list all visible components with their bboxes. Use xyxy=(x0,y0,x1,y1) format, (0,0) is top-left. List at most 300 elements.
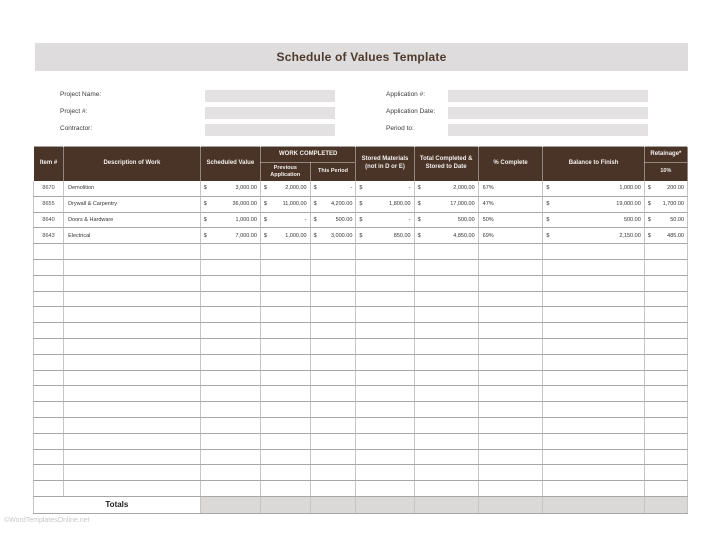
empty-cell[interactable] xyxy=(200,449,260,465)
cell-total-completed[interactable] xyxy=(414,228,478,244)
empty-cell[interactable] xyxy=(64,402,201,418)
currency-symbol: $ xyxy=(546,216,550,223)
empty-cell[interactable] xyxy=(34,259,64,275)
empty-cell[interactable] xyxy=(414,323,478,339)
currency-symbol: $ xyxy=(263,232,267,239)
header-percent-complete: % Complete xyxy=(478,147,543,181)
application-number-input[interactable] xyxy=(448,90,648,102)
empty-cell[interactable] xyxy=(414,433,478,449)
empty-cell[interactable] xyxy=(260,417,310,433)
empty-table-row xyxy=(34,259,688,275)
empty-cell[interactable] xyxy=(644,481,687,497)
currency-symbol: $ xyxy=(647,216,651,223)
empty-cell[interactable] xyxy=(356,275,414,291)
empty-cell[interactable] xyxy=(543,354,644,370)
empty-cell[interactable] xyxy=(644,370,687,386)
currency-symbol: $ xyxy=(313,185,317,192)
cell-item-number[interactable]: 8640 xyxy=(34,212,64,228)
empty-cell[interactable] xyxy=(64,323,201,339)
application-date-label: Application Date: xyxy=(386,108,436,115)
empty-cell[interactable] xyxy=(260,402,310,418)
empty-cell[interactable] xyxy=(414,307,478,323)
empty-cell[interactable] xyxy=(260,259,310,275)
empty-cell[interactable] xyxy=(34,449,64,465)
empty-cell[interactable] xyxy=(644,402,687,418)
empty-cell[interactable] xyxy=(200,307,260,323)
empty-cell[interactable] xyxy=(356,417,414,433)
empty-cell[interactable] xyxy=(543,402,644,418)
empty-cell[interactable] xyxy=(34,354,64,370)
cell-balance-to-finish[interactable] xyxy=(543,212,644,228)
empty-cell[interactable] xyxy=(310,433,356,449)
empty-cell[interactable] xyxy=(414,338,478,354)
empty-cell[interactable] xyxy=(414,370,478,386)
cell-description[interactable]: Doors & Hardware xyxy=(64,212,201,228)
amount: 500.00 xyxy=(623,216,641,223)
empty-cell[interactable] xyxy=(478,323,543,339)
currency-symbol: $ xyxy=(263,201,267,208)
amount: 1,000.00 xyxy=(235,216,257,223)
totals-stored-cell[interactable] xyxy=(356,496,414,513)
empty-cell[interactable] xyxy=(34,386,64,402)
empty-cell[interactable] xyxy=(260,307,310,323)
totals-label: Totals xyxy=(34,496,201,513)
empty-cell[interactable] xyxy=(356,370,414,386)
amount: 17,000.00 xyxy=(450,201,475,208)
empty-cell[interactable] xyxy=(414,465,478,481)
empty-cell[interactable] xyxy=(260,275,310,291)
empty-cell[interactable] xyxy=(310,307,356,323)
project-number-label: Project #: xyxy=(60,108,88,115)
empty-table-row xyxy=(34,386,688,402)
cell-this-period[interactable] xyxy=(310,228,356,244)
currency-symbol: $ xyxy=(417,185,421,192)
project-name-input[interactable] xyxy=(205,90,335,102)
empty-table-row xyxy=(34,465,688,481)
page-title: Schedule of Values Template xyxy=(35,43,688,71)
empty-cell[interactable] xyxy=(310,465,356,481)
empty-cell[interactable] xyxy=(34,244,64,260)
cell-total-completed[interactable] xyxy=(414,181,478,197)
header-previous-application: Previous Application xyxy=(260,163,310,181)
header-item-number: Item # xyxy=(34,147,64,181)
cell-description[interactable]: Electrical xyxy=(64,228,201,244)
empty-cell[interactable] xyxy=(644,275,687,291)
empty-cell[interactable] xyxy=(64,338,201,354)
application-date-input[interactable] xyxy=(448,107,648,119)
cell-balance-to-finish[interactable] xyxy=(543,196,644,212)
amount: 4,850.00 xyxy=(453,232,475,239)
amount: 50.00 xyxy=(670,216,684,223)
empty-cell[interactable] xyxy=(414,449,478,465)
empty-cell[interactable] xyxy=(260,386,310,402)
empty-cell[interactable] xyxy=(310,417,356,433)
empty-cell[interactable] xyxy=(543,386,644,402)
empty-cell[interactable] xyxy=(64,307,201,323)
currency-symbol: $ xyxy=(359,232,363,239)
empty-cell[interactable] xyxy=(414,354,478,370)
empty-cell[interactable] xyxy=(356,465,414,481)
empty-cell[interactable] xyxy=(310,291,356,307)
empty-cell[interactable] xyxy=(64,291,201,307)
header-total-completed-stored: Total Completed & Stored to Date xyxy=(414,147,478,181)
header-retainage: Retainage* xyxy=(644,147,687,163)
empty-cell[interactable] xyxy=(34,275,64,291)
empty-cell[interactable] xyxy=(34,370,64,386)
empty-table-row xyxy=(34,370,688,386)
empty-cell[interactable] xyxy=(34,433,64,449)
empty-cell[interactable] xyxy=(200,386,260,402)
empty-cell[interactable] xyxy=(478,354,543,370)
empty-table-row xyxy=(34,307,688,323)
empty-cell[interactable] xyxy=(644,259,687,275)
totals-previous-cell[interactable] xyxy=(260,496,310,513)
empty-cell[interactable] xyxy=(478,386,543,402)
amount: 200.00 xyxy=(667,185,684,192)
empty-cell[interactable] xyxy=(644,417,687,433)
cell-description[interactable]: Drywall & Carpentry xyxy=(64,196,201,212)
empty-cell[interactable] xyxy=(543,417,644,433)
empty-cell[interactable] xyxy=(543,307,644,323)
empty-cell[interactable] xyxy=(644,449,687,465)
empty-table-row xyxy=(34,354,688,370)
empty-cell[interactable] xyxy=(478,449,543,465)
project-number-input[interactable] xyxy=(205,107,335,119)
amount: 36,000.00 xyxy=(232,201,257,208)
currency-symbol: $ xyxy=(263,185,267,192)
totals-scheduled-cell[interactable] xyxy=(200,496,260,513)
amount: 4,200.00 xyxy=(330,201,353,208)
cell-stored-materials[interactable] xyxy=(356,228,414,244)
empty-cell[interactable] xyxy=(260,481,310,497)
empty-cell[interactable] xyxy=(34,307,64,323)
amount: 850.00 xyxy=(393,232,411,239)
currency-symbol: $ xyxy=(359,201,363,208)
empty-cell[interactable] xyxy=(414,481,478,497)
cell-balance-to-finish[interactable] xyxy=(543,181,644,197)
cell-item-number[interactable]: 8655 xyxy=(34,196,64,212)
cell-percent-complete[interactable]: 69% xyxy=(478,228,543,244)
cell-total-completed[interactable] xyxy=(414,196,478,212)
empty-cell[interactable] xyxy=(543,370,644,386)
cell-percent-complete[interactable]: 47% xyxy=(478,196,543,212)
currency-symbol: $ xyxy=(313,201,317,208)
cell-scheduled-value[interactable] xyxy=(200,212,260,228)
cell-previous-application[interactable] xyxy=(260,196,310,212)
empty-cell[interactable] xyxy=(64,370,201,386)
empty-cell[interactable] xyxy=(543,433,644,449)
empty-cell[interactable] xyxy=(356,259,414,275)
totals-row xyxy=(34,496,688,513)
empty-table-row xyxy=(34,417,688,433)
empty-cell[interactable] xyxy=(260,465,310,481)
amount: 11,000.00 xyxy=(282,201,307,208)
empty-cell[interactable] xyxy=(64,244,201,260)
empty-cell[interactable] xyxy=(478,275,543,291)
empty-cell[interactable] xyxy=(644,433,687,449)
empty-cell[interactable] xyxy=(644,338,687,354)
empty-cell[interactable] xyxy=(478,417,543,433)
empty-cell[interactable] xyxy=(310,323,356,339)
empty-cell[interactable] xyxy=(478,244,543,260)
empty-cell[interactable] xyxy=(644,323,687,339)
amount: 7,000.00 xyxy=(235,232,257,239)
empty-cell[interactable] xyxy=(414,244,478,260)
empty-cell[interactable] xyxy=(200,259,260,275)
currency-symbol: $ xyxy=(546,232,550,239)
empty-cell[interactable] xyxy=(64,259,201,275)
cell-description[interactable]: Demolition xyxy=(64,181,201,197)
cell-percent-complete[interactable]: 50% xyxy=(478,212,543,228)
empty-cell[interactable] xyxy=(260,323,310,339)
empty-cell[interactable] xyxy=(200,275,260,291)
empty-cell[interactable] xyxy=(478,291,543,307)
amount: - xyxy=(408,216,411,223)
empty-cell[interactable] xyxy=(310,259,356,275)
empty-cell[interactable] xyxy=(356,481,414,497)
empty-cell[interactable] xyxy=(200,370,260,386)
empty-cell[interactable] xyxy=(356,386,414,402)
empty-cell[interactable] xyxy=(64,449,201,465)
table-row xyxy=(34,196,688,212)
header-this-period: This Period xyxy=(310,163,356,181)
empty-cell[interactable] xyxy=(414,417,478,433)
empty-cell[interactable] xyxy=(200,481,260,497)
empty-table-row xyxy=(34,433,688,449)
cell-stored-materials[interactable] xyxy=(356,181,414,197)
empty-cell[interactable] xyxy=(310,275,356,291)
empty-cell[interactable] xyxy=(200,323,260,339)
contractor-input[interactable] xyxy=(205,124,335,136)
empty-cell[interactable] xyxy=(644,354,687,370)
empty-cell[interactable] xyxy=(310,244,356,260)
empty-cell[interactable] xyxy=(260,433,310,449)
empty-cell[interactable] xyxy=(356,323,414,339)
header-scheduled-value: Scheduled Value xyxy=(200,147,260,181)
empty-cell[interactable] xyxy=(310,386,356,402)
cell-retainage[interactable] xyxy=(644,228,687,244)
currency-symbol: $ xyxy=(417,216,421,223)
empty-cell[interactable] xyxy=(64,275,201,291)
empty-cell[interactable] xyxy=(543,259,644,275)
currency-symbol: $ xyxy=(203,232,207,239)
cell-item-number[interactable]: 8670 xyxy=(34,181,64,197)
amount: 500.00 xyxy=(457,216,475,223)
currency-symbol: $ xyxy=(203,216,207,223)
totals-total-cell[interactable] xyxy=(414,496,478,513)
empty-cell[interactable] xyxy=(34,338,64,354)
empty-cell[interactable] xyxy=(34,402,64,418)
empty-cell[interactable] xyxy=(478,259,543,275)
empty-cell[interactable] xyxy=(200,338,260,354)
watermark: ©WordTemplatesOnline.net xyxy=(4,517,90,524)
project-name-label: Project Name: xyxy=(60,91,102,98)
cell-stored-materials[interactable] xyxy=(356,196,414,212)
empty-cell[interactable] xyxy=(414,386,478,402)
empty-cell[interactable] xyxy=(543,323,644,339)
empty-cell[interactable] xyxy=(356,307,414,323)
empty-cell[interactable] xyxy=(260,338,310,354)
empty-cell[interactable] xyxy=(356,433,414,449)
empty-cell[interactable] xyxy=(644,291,687,307)
cell-previous-application[interactable] xyxy=(260,181,310,197)
empty-cell[interactable] xyxy=(478,338,543,354)
empty-cell[interactable] xyxy=(200,291,260,307)
header-work-completed: WORK COMPLETED xyxy=(260,147,355,163)
empty-cell[interactable] xyxy=(64,386,201,402)
amount: 2,000.00 xyxy=(285,185,307,192)
table-row xyxy=(34,181,688,197)
empty-cell[interactable] xyxy=(34,417,64,433)
period-to-label: Period to: xyxy=(386,125,414,132)
amount: 2,150.00 xyxy=(619,232,641,239)
currency-symbol: $ xyxy=(417,201,421,208)
currency-symbol: $ xyxy=(359,216,363,223)
cell-percent-complete[interactable]: 67% xyxy=(478,181,543,197)
cell-scheduled-value[interactable] xyxy=(200,181,260,197)
amount: - xyxy=(350,185,353,192)
empty-cell[interactable] xyxy=(414,275,478,291)
empty-cell[interactable] xyxy=(310,402,356,418)
currency-symbol: $ xyxy=(546,185,550,192)
application-number-label: Application #: xyxy=(386,91,426,98)
empty-cell[interactable] xyxy=(200,417,260,433)
empty-cell[interactable] xyxy=(200,465,260,481)
empty-cell[interactable] xyxy=(64,433,201,449)
empty-cell[interactable] xyxy=(644,244,687,260)
cell-item-number[interactable]: 8643 xyxy=(34,228,64,244)
empty-table-row xyxy=(34,449,688,465)
empty-cell[interactable] xyxy=(356,338,414,354)
empty-cell[interactable] xyxy=(414,259,478,275)
empty-cell[interactable] xyxy=(644,465,687,481)
empty-cell[interactable] xyxy=(260,244,310,260)
currency-symbol: $ xyxy=(647,185,651,192)
currency-symbol: $ xyxy=(647,201,651,208)
empty-cell[interactable] xyxy=(200,244,260,260)
currency-symbol: $ xyxy=(647,232,651,239)
period-to-input[interactable] xyxy=(448,124,648,136)
empty-cell[interactable] xyxy=(34,465,64,481)
empty-cell[interactable] xyxy=(310,370,356,386)
cell-retainage[interactable] xyxy=(644,196,687,212)
empty-cell[interactable] xyxy=(543,449,644,465)
empty-table-row xyxy=(34,323,688,339)
empty-table-row xyxy=(34,338,688,354)
header-stored-materials: Stored Materials (not in D or E) xyxy=(356,147,414,181)
cell-this-period[interactable] xyxy=(310,212,356,228)
empty-cell[interactable] xyxy=(310,449,356,465)
empty-cell[interactable] xyxy=(34,323,64,339)
header-description-of-work: Description of Work xyxy=(64,147,201,181)
empty-cell[interactable] xyxy=(414,291,478,307)
amount: 1,000.00 xyxy=(619,185,641,192)
empty-cell[interactable] xyxy=(310,354,356,370)
empty-cell[interactable] xyxy=(644,386,687,402)
currency-symbol: $ xyxy=(313,232,317,239)
cell-total-completed[interactable] xyxy=(414,212,478,228)
empty-cell[interactable] xyxy=(260,291,310,307)
empty-cell[interactable] xyxy=(414,402,478,418)
empty-cell[interactable] xyxy=(310,481,356,497)
empty-cell[interactable] xyxy=(200,354,260,370)
currency-symbol: $ xyxy=(203,201,207,208)
cell-retainage[interactable] xyxy=(644,181,687,197)
empty-cell[interactable] xyxy=(356,244,414,260)
cell-retainage[interactable] xyxy=(644,212,687,228)
empty-cell[interactable] xyxy=(478,481,543,497)
totals-period-cell[interactable] xyxy=(310,496,356,513)
empty-cell[interactable] xyxy=(543,338,644,354)
empty-cell[interactable] xyxy=(64,417,201,433)
amount: - xyxy=(408,185,411,192)
amount: 2,000.00 xyxy=(453,185,475,192)
empty-cell[interactable] xyxy=(478,465,543,481)
cell-scheduled-value[interactable] xyxy=(200,228,260,244)
contractor-label: Contractor: xyxy=(60,125,93,132)
empty-cell[interactable] xyxy=(356,354,414,370)
empty-cell[interactable] xyxy=(34,291,64,307)
empty-cell[interactable] xyxy=(310,338,356,354)
amount: - xyxy=(304,216,307,223)
cell-scheduled-value[interactable] xyxy=(200,196,260,212)
empty-cell[interactable] xyxy=(64,481,201,497)
table-row xyxy=(34,228,688,244)
empty-cell[interactable] xyxy=(478,402,543,418)
empty-cell[interactable] xyxy=(64,465,201,481)
empty-cell[interactable] xyxy=(543,481,644,497)
empty-cell[interactable] xyxy=(260,354,310,370)
totals-percent-cell[interactable] xyxy=(478,496,543,513)
empty-cell[interactable] xyxy=(200,402,260,418)
cell-previous-application[interactable] xyxy=(260,228,310,244)
empty-cell[interactable] xyxy=(543,465,644,481)
empty-cell[interactable] xyxy=(356,291,414,307)
currency-symbol: $ xyxy=(313,216,317,223)
cell-balance-to-finish[interactable] xyxy=(543,228,644,244)
empty-cell[interactable] xyxy=(356,402,414,418)
header-retainage-rate: 10% xyxy=(644,163,687,181)
empty-cell[interactable] xyxy=(64,354,201,370)
empty-cell[interactable] xyxy=(34,481,64,497)
totals-balance-cell[interactable] xyxy=(543,496,644,513)
empty-table-row xyxy=(34,244,688,260)
amount: 1,000.00 xyxy=(285,232,307,239)
empty-cell[interactable] xyxy=(478,370,543,386)
empty-cell[interactable] xyxy=(260,370,310,386)
empty-cell[interactable] xyxy=(260,449,310,465)
currency-symbol: $ xyxy=(203,185,207,192)
empty-table-row xyxy=(34,481,688,497)
totals-retainage-cell[interactable] xyxy=(644,496,687,513)
empty-cell[interactable] xyxy=(543,275,644,291)
empty-cell[interactable] xyxy=(200,433,260,449)
amount: 19,000.00 xyxy=(616,201,641,208)
amount: 1,800.00 xyxy=(389,201,411,208)
empty-cell[interactable] xyxy=(644,307,687,323)
cell-this-period[interactable] xyxy=(310,181,356,197)
currency-symbol: $ xyxy=(546,201,550,208)
empty-cell[interactable] xyxy=(478,307,543,323)
amount: 500.00 xyxy=(335,216,353,223)
empty-cell[interactable] xyxy=(356,449,414,465)
empty-cell[interactable] xyxy=(543,291,644,307)
empty-cell[interactable] xyxy=(478,433,543,449)
cell-this-period[interactable] xyxy=(310,196,356,212)
cell-stored-materials[interactable] xyxy=(356,212,414,228)
empty-cell[interactable] xyxy=(543,244,644,260)
cell-previous-application[interactable] xyxy=(260,212,310,228)
